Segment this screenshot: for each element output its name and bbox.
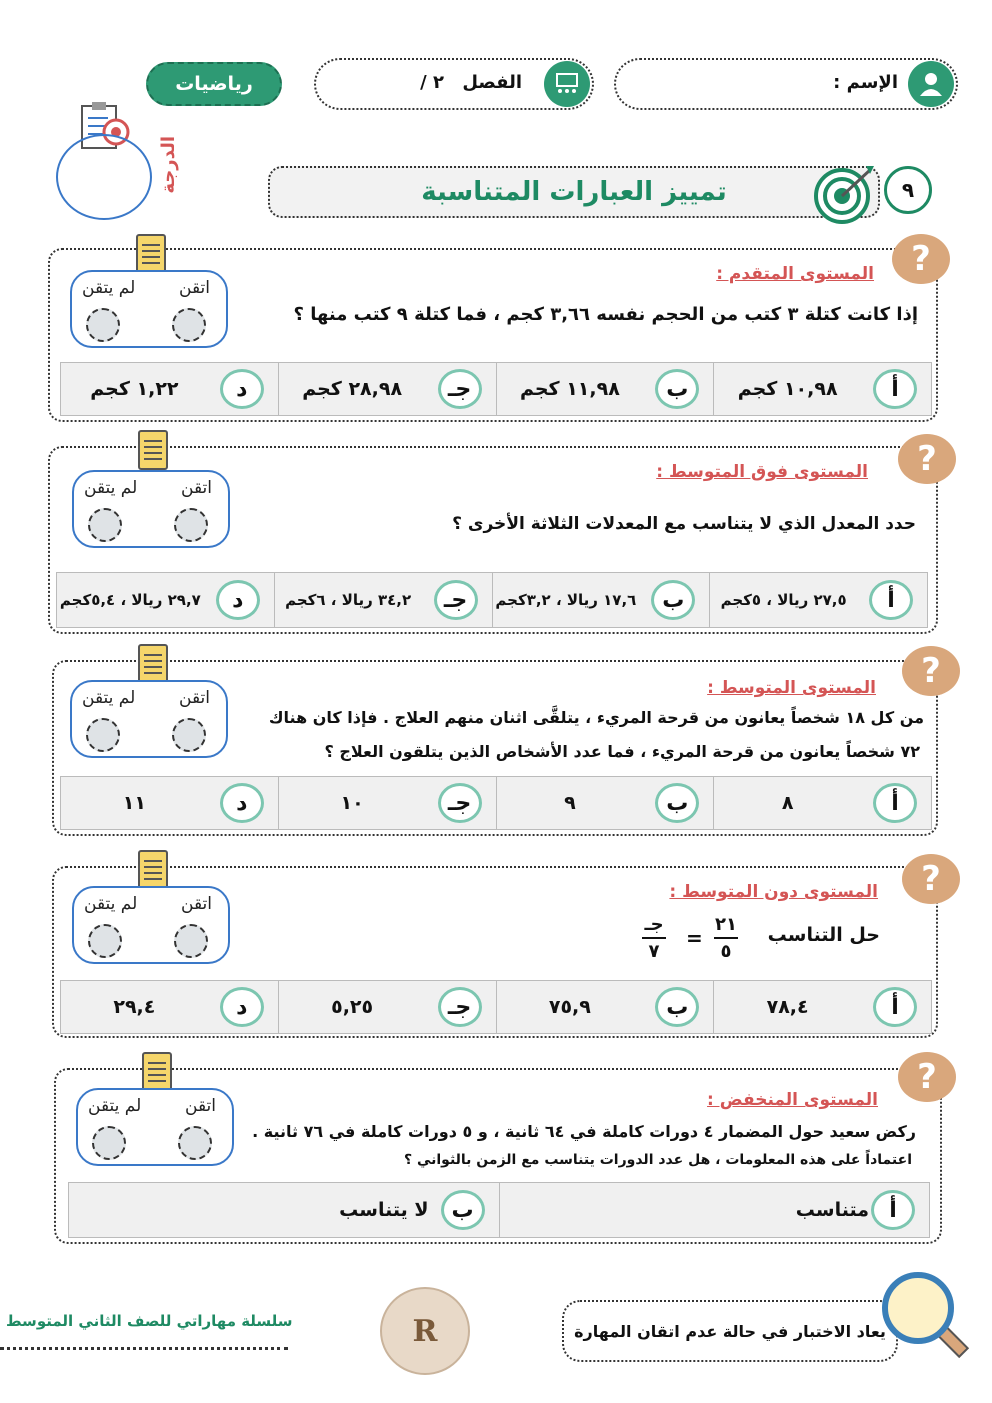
question-text-3-line-1: من كل ١٨ شخصاً يعانون من قرحة المريء ، يتلقَّى اثنان منهم العلاج . فإذا كان هناك (268, 708, 924, 727)
footer-divider (0, 1347, 288, 1350)
level-label-5: المستوى المنخفض : (707, 1090, 878, 1110)
mastery-box-1 (70, 270, 228, 348)
level-label-2: المستوى فوق المتوسط : (656, 462, 868, 482)
level-label-3: المستوى المتوسط : (707, 678, 876, 698)
answer-row-4 (60, 980, 932, 1034)
answer-option-c[interactable]: جـ ٥,٢٥ (278, 981, 496, 1033)
series-title: سلسلة مهاراتي للصف الثاني المتوسط (6, 1312, 293, 1330)
not-mastered-checkbox[interactable] (88, 508, 122, 542)
mastery-box-5 (76, 1088, 234, 1166)
answer-row-3 (60, 776, 932, 830)
fraction-1 (714, 914, 738, 962)
grade-label: الدرجة (158, 136, 179, 194)
retest-note (562, 1300, 898, 1362)
answer-option-a[interactable]: أ ١٠,٩٨ كجم (713, 363, 931, 415)
not-mastered-checkbox[interactable] (88, 924, 122, 958)
not-mastered-label: لم يتقن (82, 688, 136, 708)
mastered-checkbox[interactable] (178, 1126, 212, 1160)
answer-option-d[interactable]: د ٢٩,٤ (61, 981, 278, 1033)
grade-circle (56, 134, 152, 220)
not-mastered-label: لم يتقن (84, 478, 138, 498)
question-mark-icon: ? (902, 854, 960, 904)
fraction-1-denominator: ٥ (720, 941, 732, 962)
subject-pill: رياضيات (146, 62, 282, 106)
level-label-4: المستوى دون المتوسط : (669, 882, 878, 902)
question-text-5-line-2: اعتماداً على هذه المعلومات ، هل عدد الدورات يتناسب مع الزمن بالثواني ؟ (403, 1152, 912, 1168)
answer-option-c[interactable]: جـ ٢٨,٩٨ كجم (278, 363, 496, 415)
answer-option-b[interactable]: ب ١١,٩٨ كجم (496, 363, 714, 415)
mastered-checkbox[interactable] (172, 308, 206, 342)
mastery-box-3 (70, 680, 228, 758)
answer-option-a[interactable]: أ متناسب (499, 1183, 930, 1237)
publisher-logo: R (380, 1287, 470, 1375)
answer-option-a[interactable]: أ ٢٧,٥ ريالا ، ٥كجم (709, 573, 927, 627)
answer-option-a[interactable]: أ ٧٨,٤ (713, 981, 931, 1033)
answer-option-d[interactable]: د ١١ (61, 777, 278, 829)
user-icon (908, 61, 954, 107)
answer-option-c[interactable]: جـ ١٠ (278, 777, 496, 829)
question-text-5-line-1: ركض سعيد حول المضمار ٤ دورات كاملة في ٦٤ ثانية ، و ٥ دورات كاملة في ٧٦ ثانية . (252, 1122, 916, 1141)
not-mastered-label: لم يتقن (88, 1096, 142, 1116)
fraction-2-numerator: جـ (644, 914, 664, 935)
answer-option-b[interactable]: ب ٧٥,٩ (496, 981, 714, 1033)
name-field[interactable] (614, 58, 958, 110)
retest-text: يعاد الاختبار في حالة عدم اتقان المهارة (574, 1321, 886, 1341)
mastered-checkbox[interactable] (172, 718, 206, 752)
mastered-checkbox[interactable] (174, 924, 208, 958)
equals-sign: = (686, 926, 703, 950)
mastery-box-4 (72, 886, 230, 964)
answer-option-d[interactable]: د ٢٩,٧ ريالا ، ٥,٤كجم (57, 573, 274, 627)
mastered-label: اتقن (179, 278, 210, 298)
answer-option-b[interactable]: ب ١٧,٦ ريالا ، ٣,٢كجم (492, 573, 710, 627)
not-mastered-checkbox[interactable] (86, 718, 120, 752)
question-mark-icon: ? (892, 234, 950, 284)
not-mastered-label: لم يتقن (82, 278, 136, 298)
answer-row-1 (60, 362, 932, 416)
page-title-bar (268, 166, 880, 218)
question-mark-icon: ? (898, 434, 956, 484)
answer-option-b[interactable]: ب ٩ (496, 777, 714, 829)
checklist-icon (136, 234, 166, 274)
checklist-icon (138, 644, 168, 684)
class-field[interactable] (314, 58, 594, 110)
answer-row-5 (68, 1182, 930, 1238)
fraction-2 (642, 914, 666, 962)
answer-option-b[interactable]: ب لا يتناسب (69, 1183, 499, 1237)
question-mark-icon: ? (898, 1052, 956, 1102)
magnifier-icon (882, 1272, 954, 1344)
answer-option-a[interactable]: أ ٨ (713, 777, 931, 829)
mastered-label: اتقن (179, 688, 210, 708)
name-label: الإسم : (833, 72, 898, 93)
checklist-icon (142, 1052, 172, 1092)
fraction-1-numerator: ٢١ (715, 914, 737, 935)
mastery-box-2 (72, 470, 230, 548)
question-text-1: إذا كانت كتلة ٣ كتب من الحجم نفسه ٣,٦٦ كجم ، فما كتلة ٩ كتب منها ؟ (293, 304, 918, 325)
checklist-icon (138, 430, 168, 470)
checklist-icon (138, 850, 168, 890)
question-mark-icon: ? (902, 646, 960, 696)
class-label: الفصل (462, 72, 522, 93)
not-mastered-checkbox[interactable] (86, 308, 120, 342)
question-number: ٩ (884, 166, 932, 214)
not-mastered-checkbox[interactable] (92, 1126, 126, 1160)
mastered-label: اتقن (185, 1096, 216, 1116)
question-text-2: حدد المعدل الذي لا يتناسب مع المعدلات الثلاثة الأخرى ؟ (452, 514, 916, 534)
classroom-icon (544, 61, 590, 107)
answer-option-d[interactable]: د ١,٢٢ كجم (61, 363, 278, 415)
not-mastered-label: لم يتقن (84, 894, 138, 914)
level-label-1: المستوى المتقدم : (716, 264, 874, 284)
fraction-2-denominator: ٧ (648, 941, 660, 962)
question-text-3-line-2: ٧٢ شخصاً يعانون من قرحة المريء ، فما عدد الأشخاص الذين يتلقون العلاج ؟ (324, 742, 920, 761)
mastered-checkbox[interactable] (174, 508, 208, 542)
target-icon (812, 162, 876, 228)
mastered-label: اتقن (181, 894, 212, 914)
page-title: تمييز العبارات المتناسبة (421, 177, 727, 207)
answer-option-c[interactable]: جـ ٣٤,٢ ريالا ، ٦كجم (274, 573, 492, 627)
class-value: ٢ / (420, 72, 444, 93)
mastered-label: اتقن (181, 478, 212, 498)
answer-row-2 (56, 572, 928, 628)
question-text-4: حل التناسب (767, 924, 880, 946)
